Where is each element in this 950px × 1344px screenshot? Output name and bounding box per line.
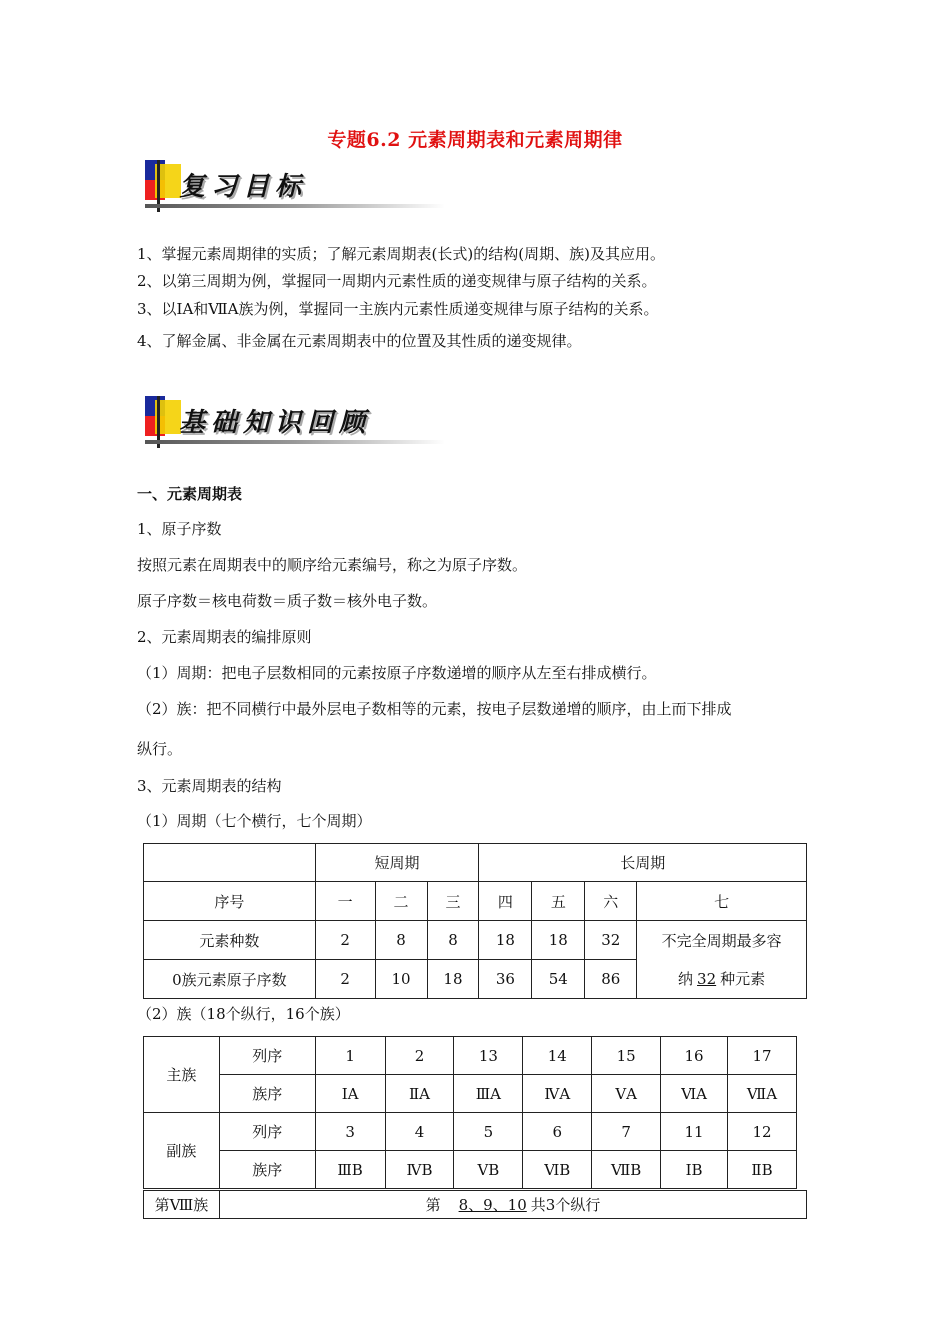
table-cell: 四: [479, 882, 532, 921]
table-cell: 5: [454, 1113, 523, 1151]
goal-item: 3、以ⅠA和ⅦA族为例，掌握同一主族内元素性质递变规律与原子结构的关系。: [137, 300, 659, 318]
table-cell: ⅡA: [385, 1075, 454, 1113]
table-cell: 一: [315, 882, 375, 921]
table-cell: 15: [592, 1037, 661, 1075]
paragraph-subtitle: （2）族（18个纵行，16个族）: [137, 1005, 350, 1023]
page-title: 专题6.2 元素周期表和元素周期律: [327, 129, 623, 151]
paragraph-text: （2）族：把不同横行中最外层电子数相等的元素，按电子层数递增的顺序，由上而下排成: [137, 700, 732, 718]
group-table: [143, 1036, 797, 1189]
row-label: 列序: [219, 1113, 315, 1151]
table-cell: 18: [427, 960, 479, 999]
table-cell: ⅤB: [454, 1151, 523, 1189]
row-label: 族序: [219, 1151, 315, 1189]
table-cell: ⅡB: [728, 1151, 797, 1189]
paragraph-title: 1、原子序数: [137, 520, 222, 538]
goal-item: 2、以第三周期为例，掌握同一周期内元素性质的递变规律与原子结构的关系。: [137, 272, 657, 290]
table-cell: 4: [385, 1113, 454, 1151]
seventh-period-line1: 不完全周期最多容: [661, 931, 782, 950]
table-cell: 六: [585, 882, 637, 921]
table-cell: ⅠB: [661, 1151, 728, 1189]
paragraph-text: 纵行。: [137, 740, 183, 758]
paragraph-subtitle: （1）周期（七个横行，七个周期）: [137, 812, 372, 830]
table-cell: ⅢB: [315, 1151, 385, 1189]
table-cell: 13: [454, 1037, 523, 1075]
sub-group-label: 副族: [144, 1113, 220, 1189]
eighth-group-columns: 8、9、10: [458, 1196, 527, 1214]
table-cell: [144, 844, 316, 882]
eighth-group-desc: 第 8、9、10 共3个纵行: [219, 1191, 806, 1219]
row-label: 0族元素原子序数: [144, 960, 316, 999]
table-cell: ⅣA: [523, 1075, 592, 1113]
paragraph-text: （1）周期：把电子层数相同的元素按原子序数递增的顺序从左至右排成横行。: [137, 664, 657, 682]
table-cell: 10: [375, 960, 427, 999]
table-cell: 8: [375, 921, 427, 960]
table-cell: 3: [315, 1113, 385, 1151]
seventh-period-line2: 纳 32 种元素: [678, 969, 766, 988]
table-cell: 86: [585, 960, 637, 999]
section-banner-review-goals: [145, 160, 445, 218]
seventh-period-count: 32: [697, 969, 717, 988]
paragraph-title: 2、元素周期表的编排原则: [137, 628, 312, 646]
paragraph-text: 按照元素在周期表中的顺序给元素编号，称之为原子序数。: [137, 556, 528, 574]
table-cell: 2: [385, 1037, 454, 1075]
table-cell: 七: [637, 882, 807, 921]
banner-title: 基础知识回顾: [179, 408, 372, 438]
table-cell: 二: [375, 882, 427, 921]
table-cell: 18: [532, 921, 585, 960]
eighth-group-table: [143, 1190, 807, 1219]
row-label: 元素种数: [144, 921, 316, 960]
goal-item: 4、了解金属、非金属在元素周期表中的位置及其性质的递变规律。: [137, 332, 582, 350]
table-cell: ⅥB: [523, 1151, 592, 1189]
table-cell: 36: [479, 960, 532, 999]
table-cell: 14: [523, 1037, 592, 1075]
table-cell: ⅣB: [385, 1151, 454, 1189]
table-cell: 11: [661, 1113, 728, 1151]
table-cell: 2: [315, 921, 375, 960]
table-header: 短周期: [315, 844, 479, 882]
period-table: [143, 843, 807, 999]
table-cell: ⅦB: [592, 1151, 661, 1189]
table-cell: 18: [479, 921, 532, 960]
paragraph-text: 原子序数＝核电荷数＝质子数＝核外电子数。: [137, 592, 438, 610]
table-cell: ⅥA: [661, 1075, 728, 1113]
table-header: 长周期: [479, 844, 807, 882]
table-cell: 16: [661, 1037, 728, 1075]
banner-title: 复习目标: [179, 172, 308, 202]
table-cell: 三: [427, 882, 479, 921]
table-cell: 6: [523, 1113, 592, 1151]
table-cell: 1: [315, 1037, 385, 1075]
section-heading: 一、元素周期表: [137, 485, 243, 503]
seventh-period-cell: [637, 921, 807, 999]
row-label: 序号: [144, 882, 316, 921]
row-label: 列序: [219, 1037, 315, 1075]
table-cell: 五: [532, 882, 585, 921]
table-cell: 17: [728, 1037, 797, 1075]
table-cell: ⅦA: [728, 1075, 797, 1113]
table-cell: 7: [592, 1113, 661, 1151]
main-group-label: 主族: [144, 1037, 220, 1113]
eighth-group-label: 第Ⅷ族: [144, 1191, 220, 1219]
row-label: 族序: [219, 1075, 315, 1113]
paragraph-title: 3、元素周期表的结构: [137, 777, 282, 795]
table-cell: ⅠA: [315, 1075, 385, 1113]
table-cell: ⅢA: [454, 1075, 523, 1113]
table-cell: 8: [427, 921, 479, 960]
section-banner-basic-knowledge: [145, 396, 445, 454]
table-cell: 32: [585, 921, 637, 960]
table-cell: 54: [532, 960, 585, 999]
table-cell: 2: [315, 960, 375, 999]
table-cell: 12: [728, 1113, 797, 1151]
goal-item: 1、掌握元素周期律的实质；了解元素周期表(长式)的结构(周期、族)及其应用。: [137, 245, 665, 263]
table-cell: ⅤA: [592, 1075, 661, 1113]
